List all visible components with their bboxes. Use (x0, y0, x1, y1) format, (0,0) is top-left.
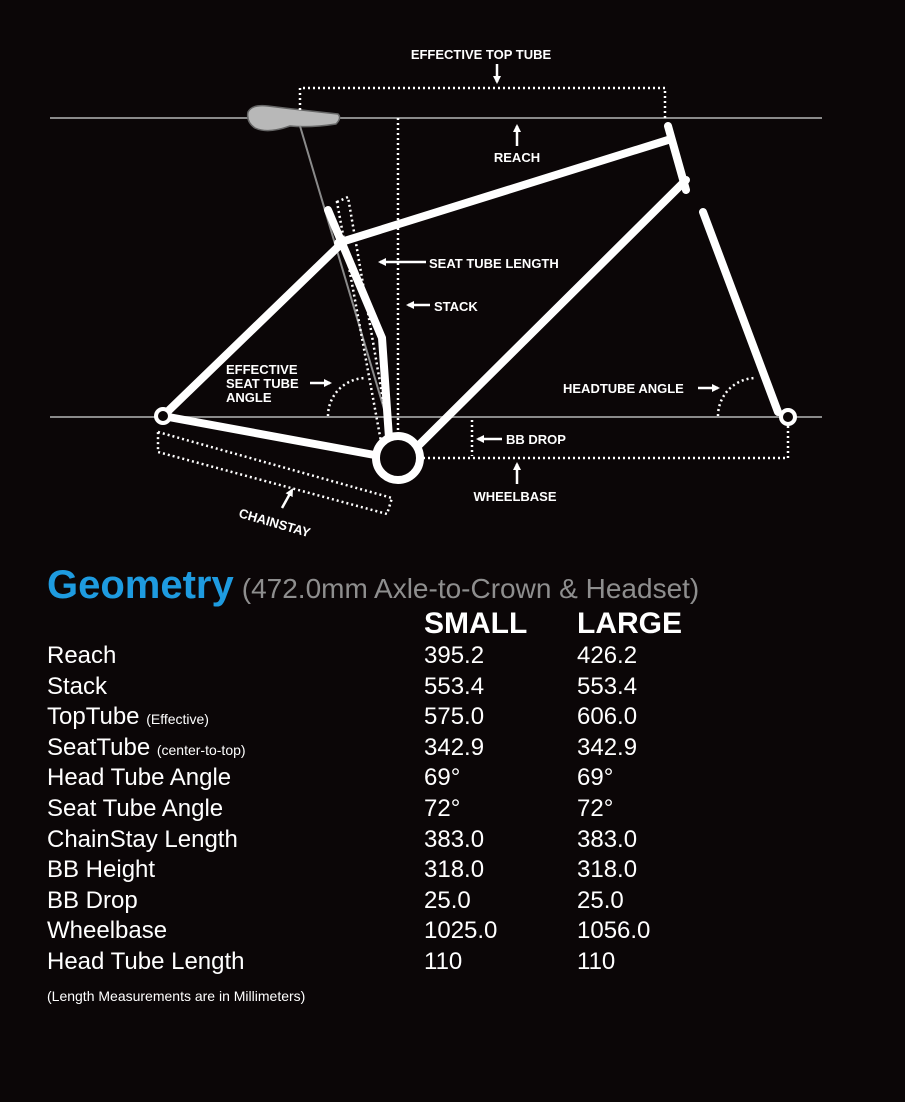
value-small: 72° (424, 794, 461, 822)
geometry-row (47, 702, 807, 733)
row-label (47, 641, 116, 672)
bb-drop-wheelbase-dimension (398, 425, 788, 458)
geometry-row (47, 763, 807, 794)
value-large: 318.0 (577, 856, 638, 884)
row-label-text: BB Drop (47, 886, 138, 914)
fork-blade (703, 212, 778, 412)
front-axle (781, 410, 795, 424)
value-large: 426.2 (577, 642, 638, 669)
bottom-bracket (376, 436, 420, 480)
seat-tube-length-label: SEAT TUBE LENGTH (429, 256, 559, 271)
value-small: 1025.0 (424, 917, 498, 945)
chainstay-tube (163, 416, 380, 456)
row-label (47, 733, 246, 766)
value-large: 342.9 (577, 733, 638, 761)
chainstay-arrow (282, 490, 292, 508)
row-label (47, 855, 155, 886)
geometry-row (47, 825, 807, 856)
value-small: 110 (424, 947, 463, 975)
row-label-text: Head Tube Length (47, 947, 245, 975)
chainstay-dimension (158, 432, 392, 514)
column-header-large: LARGE (577, 607, 682, 640)
chainstay-label: CHAINSTAY (237, 505, 313, 541)
geometry-subtitle: (472.0mm Axle-to-Crown & Headset) (241, 573, 700, 604)
effective-top-tube-label: EFFECTIVE TOP TUBE (410, 47, 552, 62)
row-label-text: Head Tube Angle (47, 764, 232, 792)
row-label-text: Stack (47, 672, 108, 700)
row-label (47, 825, 238, 856)
value-small: 342.9 (424, 733, 485, 761)
value-large: 1056.0 (577, 917, 651, 945)
row-label (47, 916, 167, 947)
geometry-row (47, 855, 807, 886)
row-label-text: ChainStay Length (47, 825, 238, 853)
bb-drop-label: BB DROP (506, 432, 566, 447)
row-label (47, 702, 209, 735)
geometry-title: Geometry (47, 563, 234, 607)
units-footnote: (Length Measurements are in Millimeters) (47, 988, 306, 1004)
value-large: 606.0 (577, 703, 638, 731)
column-header-small: SMALL (424, 607, 528, 640)
head-angle-arc (718, 378, 756, 416)
value-small: 318.0 (424, 856, 485, 884)
row-label (47, 763, 231, 794)
rear-axle (156, 409, 170, 423)
value-small: 383.0 (424, 825, 485, 853)
geometry-row (47, 672, 807, 703)
row-label-text: BB Height (47, 856, 156, 884)
geometry-row (47, 916, 807, 947)
effective-seat-tube-angle-label-3: ANGLE (226, 390, 272, 405)
effective-seat-tube-angle-label-2: SEAT TUBE (226, 376, 299, 391)
row-label-note: (Effective) (146, 711, 209, 728)
geometry-row (47, 733, 807, 764)
value-small: 395.2 (424, 642, 485, 669)
row-label-text: Wheelbase (47, 917, 168, 945)
geometry-row (47, 886, 807, 917)
value-small: 575.0 (424, 703, 485, 731)
value-small: 69° (424, 764, 461, 792)
effective-top-tube-dimension (300, 88, 665, 118)
value-large: 383.0 (577, 825, 638, 853)
row-label-text: Reach (47, 642, 117, 669)
row-label (47, 886, 138, 917)
geometry-table (47, 641, 807, 978)
saddle-icon (248, 106, 340, 131)
stack-label: STACK (434, 299, 478, 314)
geometry-row (47, 947, 807, 978)
reach-label: REACH (493, 150, 541, 165)
geometry-row (47, 641, 807, 672)
row-label-text: TopTube (47, 703, 140, 731)
effective-seat-tube-angle-label-1: EFFECTIVE (226, 362, 298, 377)
value-large: 553.4 (577, 672, 638, 700)
bike-frame (163, 126, 778, 456)
geometry-row (47, 794, 807, 825)
wheelbase-label: WHEELBASE (473, 489, 557, 504)
row-label (47, 794, 223, 825)
value-small: 553.4 (424, 672, 485, 700)
headtube-angle-label: HEADTUBE ANGLE (563, 381, 684, 396)
value-large: 25.0 (577, 886, 624, 914)
geometry-heading (47, 563, 699, 608)
row-label-text: SeatTube (47, 733, 151, 761)
seat-angle-arc (328, 378, 366, 416)
value-large: 69° (577, 764, 614, 792)
row-label-text: Seat Tube Angle (47, 794, 224, 822)
row-label (47, 947, 245, 978)
value-large: 110 (577, 947, 616, 975)
row-label-note: (center-to-top) (156, 741, 246, 758)
row-label (47, 672, 107, 703)
value-small: 25.0 (424, 886, 471, 914)
value-large: 72° (577, 794, 614, 822)
down-tube (416, 180, 686, 448)
